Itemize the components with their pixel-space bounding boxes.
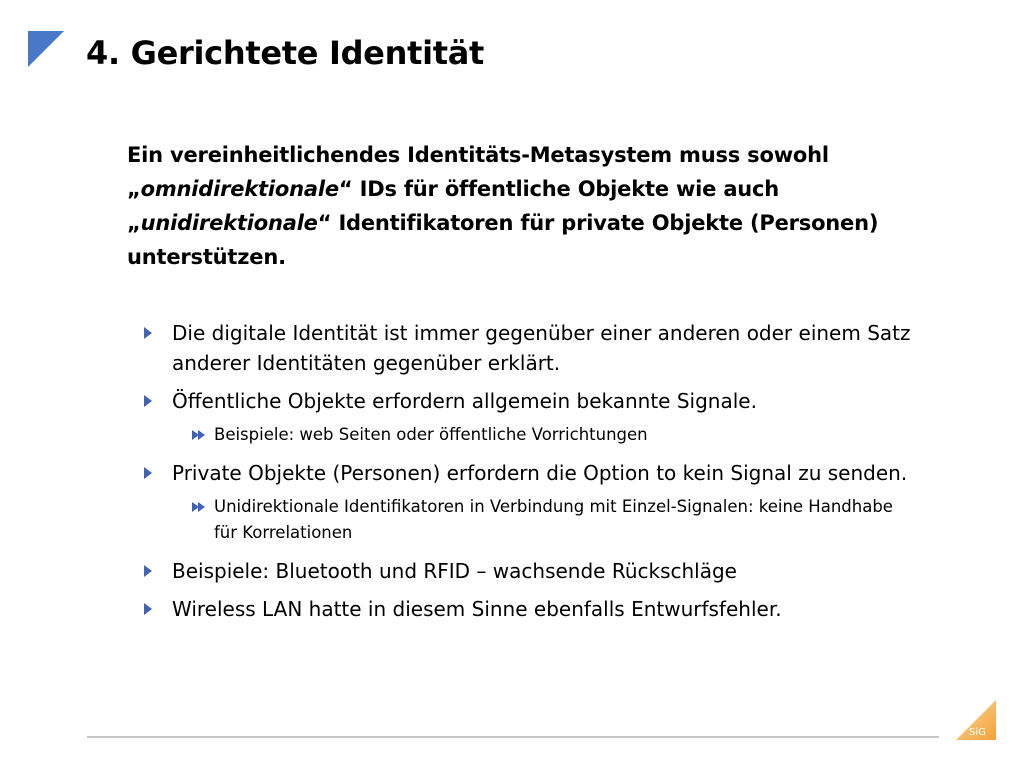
bullet-item	[140, 594, 920, 624]
bullet-text: Die digitale Identität ist immer gegenüber einer anderen oder einem Satz anderer Identitäten gegenüber erklärt.	[172, 321, 911, 375]
intro-paragraph	[127, 138, 907, 274]
bullet-text: Beispiele: Bluetooth und RFID – wachsende Rückschläge	[172, 559, 737, 583]
logo-text: SiG	[969, 727, 986, 738]
triangle-right-icon	[144, 565, 152, 577]
triangle-right-icon	[144, 467, 152, 479]
quote-open: „	[127, 177, 141, 201]
intro-line-4: unterstützen.	[127, 245, 286, 269]
bullet-text: Private Objekte (Personen) erfordern die Option to kein Signal zu senden.	[172, 461, 908, 485]
quote-open: „	[127, 211, 141, 235]
intro-line-2-rest: “ IDs für öffentliche Objekte wie auch	[338, 177, 780, 201]
double-triangle-right-icon	[192, 502, 206, 512]
intro-line-3	[127, 206, 907, 240]
page-title: 4. Gerichtete Identität	[86, 34, 485, 72]
triangle-corner-icon	[28, 31, 64, 67]
intro-line-2	[127, 172, 907, 206]
double-triangle-right-icon	[192, 430, 206, 440]
intro-line-1: Ein vereinheitlichendes Identitäts-Metasystem muss sowohl	[127, 143, 829, 167]
intro-em-omnidirektionale: omnidirektionale	[140, 177, 339, 201]
bullet-text: Öffentliche Objekte erfordern allgemein bekannte Signale.	[172, 389, 757, 413]
sub-bullet-text: Beispiele: web Seiten oder öffentliche Vorrichtungen	[214, 425, 648, 444]
sub-bullet-item	[140, 422, 920, 448]
bullet-item	[140, 318, 920, 378]
triangle-right-icon	[144, 603, 152, 615]
footer-divider	[87, 736, 939, 738]
bullet-text: Wireless LAN hatte in diesem Sinne ebenfalls Entwurfsfehler.	[172, 597, 782, 621]
bullet-item	[140, 556, 920, 586]
intro-em-unidirektionale: unidirektionale	[140, 211, 318, 235]
sub-bullet-item	[140, 494, 920, 546]
bullet-list	[140, 318, 920, 632]
bullet-item	[140, 458, 920, 488]
bullet-item	[140, 386, 920, 416]
triangle-right-icon	[144, 395, 152, 407]
sub-bullet-text: Unidirektionale Identifikatoren in Verbindung mit Einzel-Signalen: keine Handhabe für Korrelationen	[214, 497, 893, 542]
intro-line-3-rest: “ Identifikatoren für private Objekte (Personen)	[317, 211, 879, 235]
triangle-right-icon	[144, 327, 152, 339]
